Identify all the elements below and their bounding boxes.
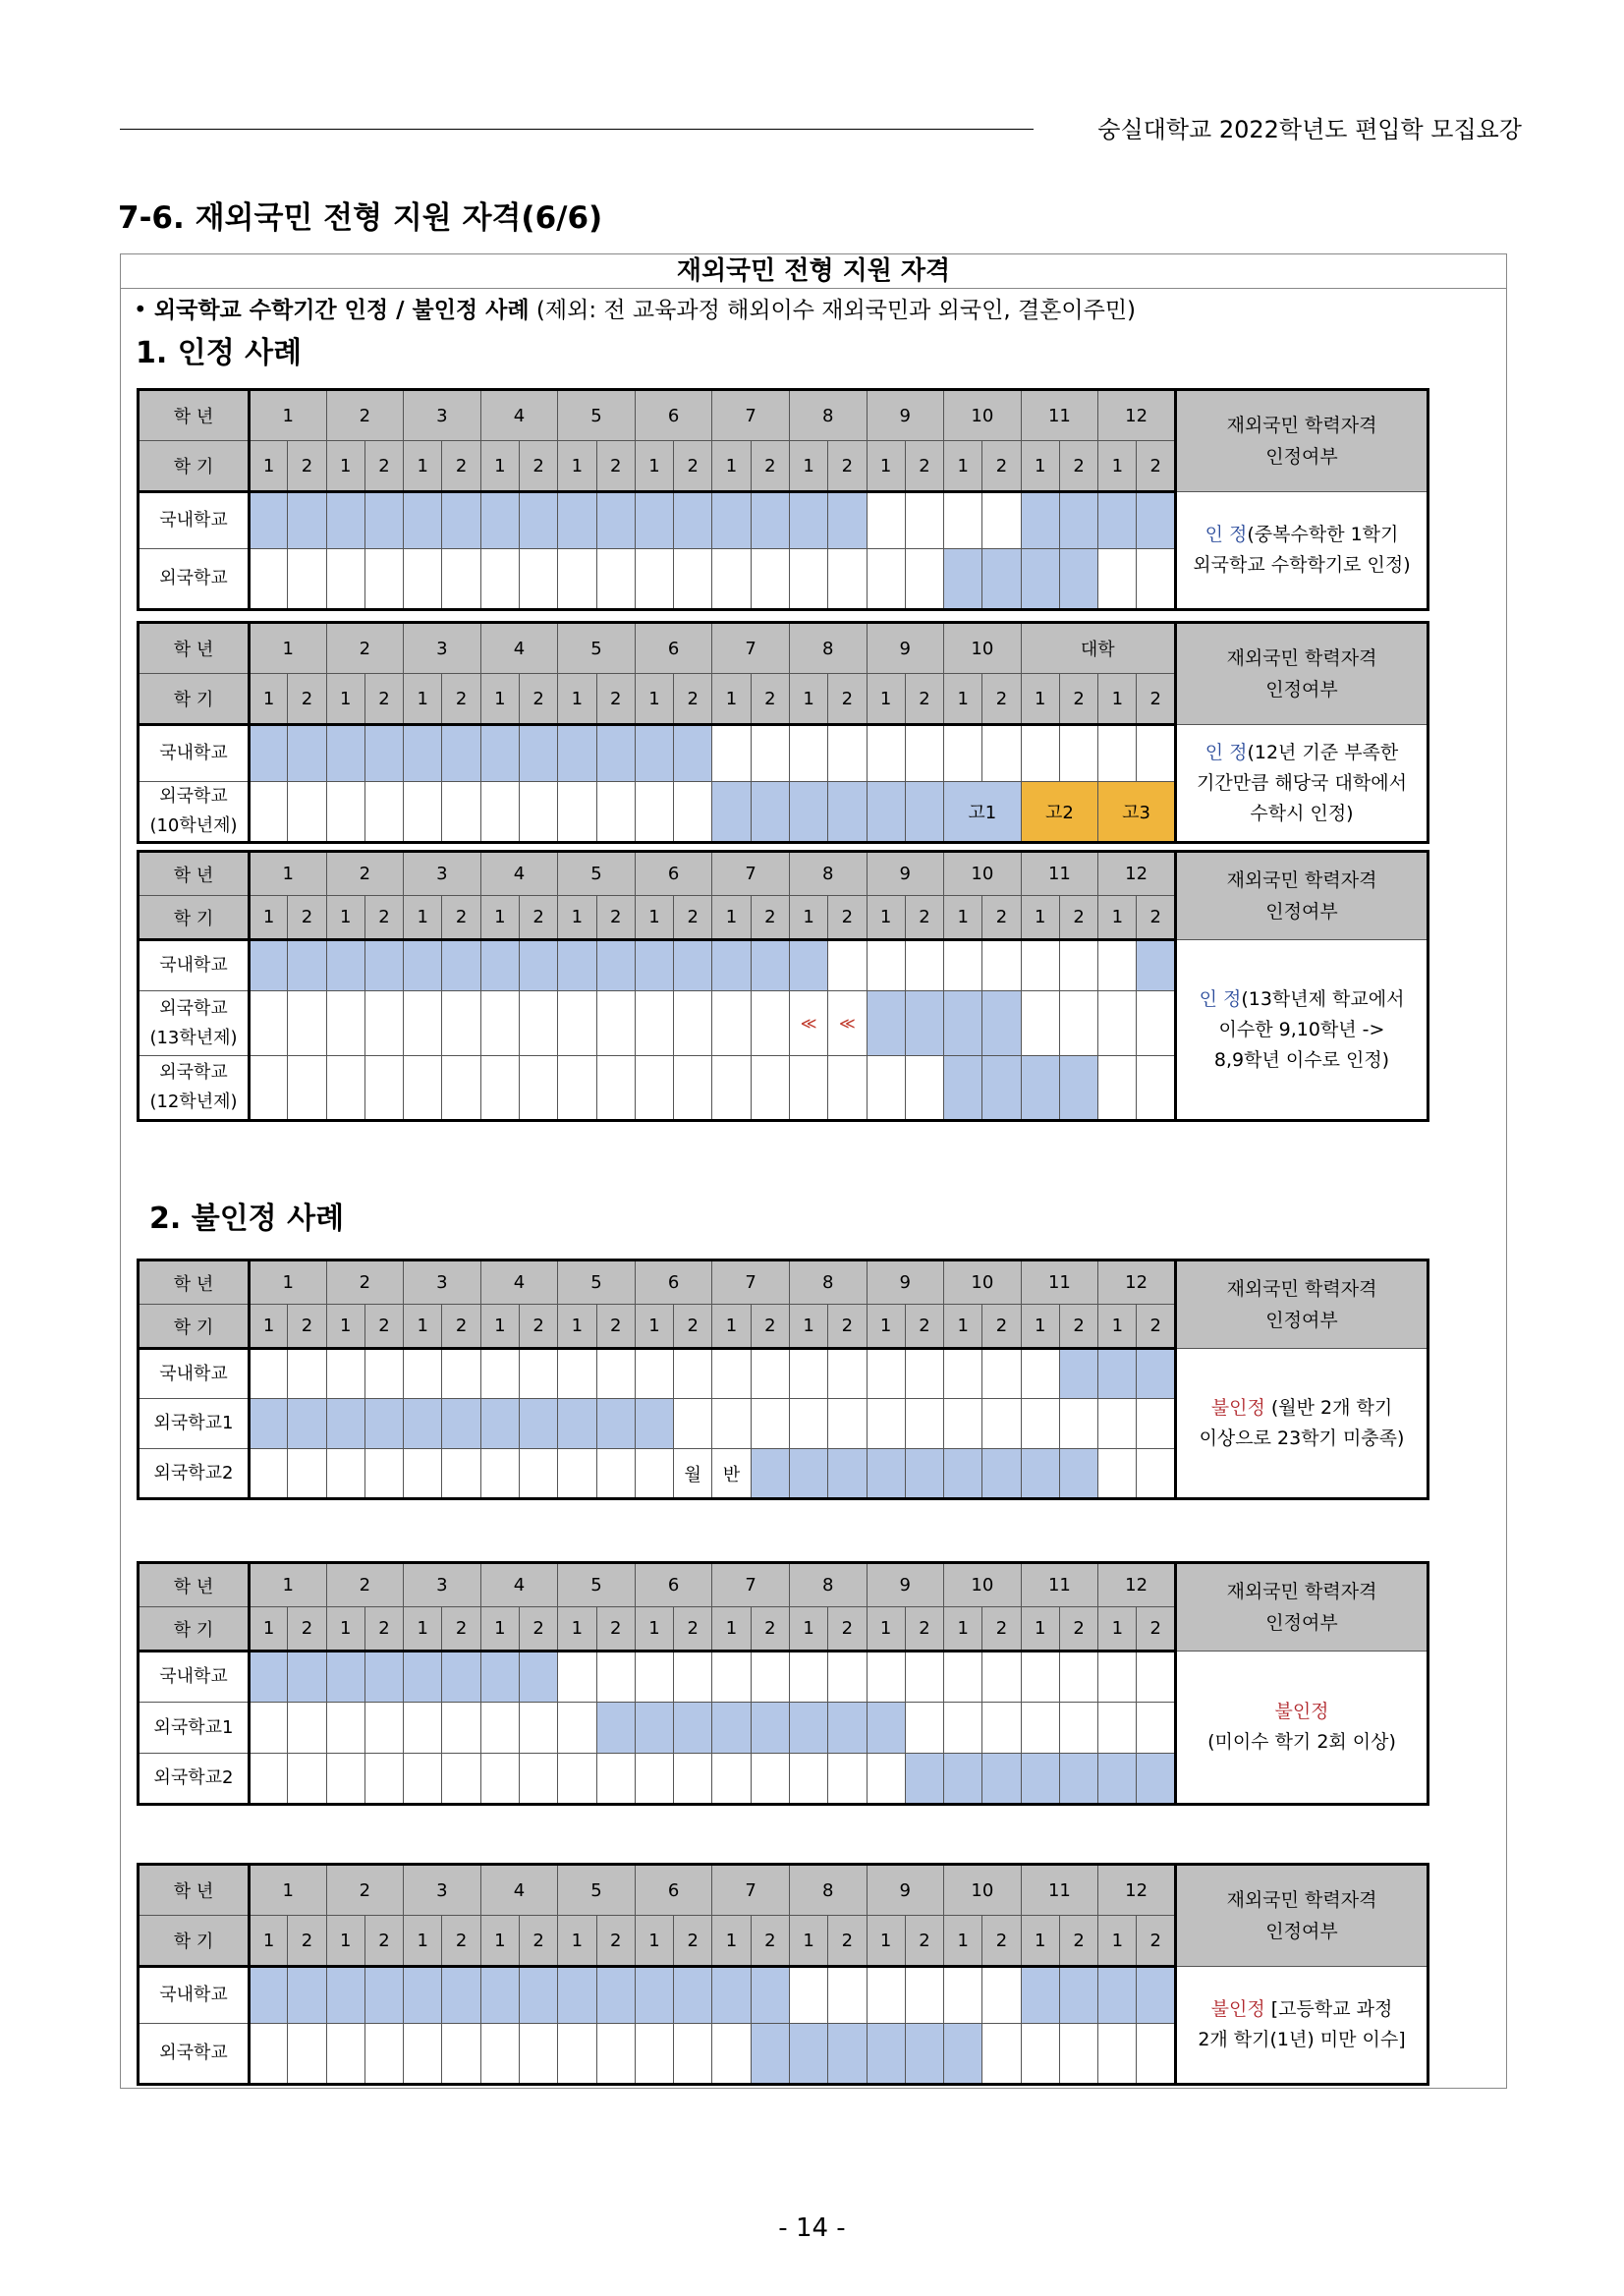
grade-cell: 12 [1098, 390, 1176, 441]
skip-label: 월 [674, 1449, 712, 1499]
grade-cell: 11 [1021, 390, 1098, 441]
status-header: 재외국민 학력자격 인정여부 [1176, 1563, 1428, 1652]
status-not-recognized: 불인정 [고등학교 과정 2개 학기(1년) 미만 이수] [1176, 1967, 1428, 2085]
table-recognized-case-1: 학 년 1 2 3 4 5 6 7 8 9 10 11 12 재외국민 학력자격 인정여부 학 기 1 2 1 2 1 2 1 2 1 2 1 2 1 2 1 2 1 2 1 2 1 2 1 2 국내학교 인 정(중복수학한 1학기 외국학교 수학학기로 인정) 외국학교 [137, 388, 1429, 611]
highschool-1: 고1 [944, 782, 1022, 843]
grade-cell: 8 [789, 390, 867, 441]
status-recognized: 인 정(13학년제 학교에서 이수한 9,10학년 -> 8,9학년 이수로 인정) [1176, 940, 1428, 1121]
page-number: - 14 - [778, 2213, 846, 2243]
box-title: 재외국민 전형 지원 자격 [120, 253, 1507, 289]
row-label-foreign-10: 외국학교 (10학년제) [139, 782, 250, 843]
status-recognized: 인 정(12년 기준 부족한 기간만큼 해당국 대학에서 수학시 인정) [1176, 725, 1428, 843]
grade-label: 학 년 [139, 623, 250, 674]
table-not-recognized-case-1: 학 년 1 2 3 4 5 6 7 8 9 10 11 12 재외국민 학력자격 인정여부 학 기 1 2 1 2 1 2 1 2 1 2 1 2 1 2 1 2 1 2 1 2 1 2 1 2 국내학교 불인정 (월반 2개 학기 이상으로 23학기 미충족) 외국학교1 외국학교2 월 반 [137, 1259, 1429, 1500]
status-not-recognized: 불인정 (월반 2개 학기 이상으로 23학기 미충족) [1176, 1349, 1428, 1499]
grade-cell: 9 [867, 390, 944, 441]
bullet-mark: • [134, 298, 147, 323]
highschool-2: 고2 [1021, 782, 1098, 843]
grade-cell: 5 [558, 390, 636, 441]
university-label: 대학 [1021, 623, 1175, 674]
heading-not-recognized-cases: 2. 불인정 사례 [149, 1202, 345, 1236]
status-not-recognized: 불인정 (미이수 학기 2회 이상) [1176, 1652, 1428, 1805]
grade-label: 학 년 [139, 390, 250, 441]
grade-cell: 10 [944, 390, 1022, 441]
row-label-foreign-12: 외국학교 (12학년제) [139, 1056, 250, 1121]
table-recognized-case-3: 학 년 1 2 3 4 5 6 7 8 9 10 11 12 재외국민 학력자격 인정여부 학 기 1 2 1 2 1 2 1 2 1 2 1 2 1 2 1 2 1 2 1 2 1 2 1 2 국내학교 인 정(13학년제 학교에서 이수한 9,10학년 -> 8,9학년 이수로 인정) 외국학교 (13학년제) ≪ ≪ 외국학교 (12학년제) [137, 850, 1429, 1122]
table-recognized-case-2: 학 년 1 2 3 4 5 6 7 8 9 10 대학 재외국민 학력자격 인정여부 학 기 1 2 1 2 1 2 1 2 1 2 1 2 1 2 1 2 1 2 1 2 1 2 1 2 국내학교 인 정(12년 기준 부족한 기간만큼 해당국 대학에서 수학시 인정) 외국학교 (10학년제) 고1 고2 고3 [137, 621, 1429, 844]
bullet-bold-text: 외국학교 수학기간 인정 / 불인정 사례 [153, 298, 530, 323]
row-label-foreign: 외국학교 [139, 549, 250, 610]
grade-cell: 7 [712, 390, 790, 441]
row-label-foreign-1: 외국학교1 [139, 1399, 250, 1449]
status-header: 재외국민 학력자격 인정여부 [1176, 1260, 1428, 1349]
heading-recognized-cases: 1. 인정 사례 [136, 336, 303, 370]
grade-cell: 6 [635, 390, 712, 441]
section-title: 7-6. 재외국민 전형 지원 자격(6/6) [118, 200, 603, 236]
grade-cell: 2 [326, 390, 404, 441]
status-header: 재외국민 학력자격 인정여부 [1176, 852, 1428, 940]
skip-label: 반 [712, 1449, 751, 1499]
row-label-foreign-2: 외국학교2 [139, 1449, 250, 1499]
header-rule [120, 129, 1034, 130]
row-label-foreign-13: 외국학교 (13학년제) [139, 991, 250, 1056]
status-header: 재외국민 학력자격 인정여부 [1176, 1865, 1428, 1967]
table-not-recognized-case-2: 학 년 1 2 3 4 5 6 7 8 9 10 11 12 재외국민 학력자격 인정여부 학 기 1 2 1 2 1 2 1 2 1 2 1 2 1 2 1 2 1 2 1 2 1 2 1 2 국내학교 불인정 (미이수 학기 2회 이상) 외국학교1 외국학교2 [137, 1561, 1429, 1806]
table-not-recognized-case-3: 학 년 1 2 3 4 5 6 7 8 9 10 11 12 재외국민 학력자격 인정여부 학 기 1 2 1 2 1 2 1 2 1 2 1 2 1 2 1 2 1 2 1 2 1 2 1 2 국내학교 불인정 [고등학교 과정 2개 학기(1년) 미만 이수] 외국학교 [137, 1863, 1429, 2086]
grade-cell: 3 [404, 390, 481, 441]
page-header: 숭실대학교 2022학년도 편입학 모집요강 [1097, 116, 1522, 143]
row-label-domestic: 국내학교 [139, 492, 250, 549]
semester-label: 학 기 [139, 441, 250, 492]
status-recognized: 인 정(중복수학한 1학기 외국학교 수학학기로 인정) [1176, 492, 1428, 610]
grade-cell: 4 [480, 390, 558, 441]
arrow-left-icon: ≪ [828, 991, 867, 1056]
highschool-3: 고3 [1098, 782, 1176, 843]
status-header: 재외국민 학력자격 인정여부 [1176, 390, 1428, 492]
bullet-line [134, 292, 1136, 324]
arrow-left-icon: ≪ [789, 991, 827, 1056]
grade-cell: 1 [250, 390, 327, 441]
bullet-rest-text: (제외: 전 교육과정 해외이수 재외국민과 외국인, 결혼이주민) [529, 298, 1137, 323]
status-header: 재외국민 학력자격 인정여부 [1176, 623, 1428, 725]
